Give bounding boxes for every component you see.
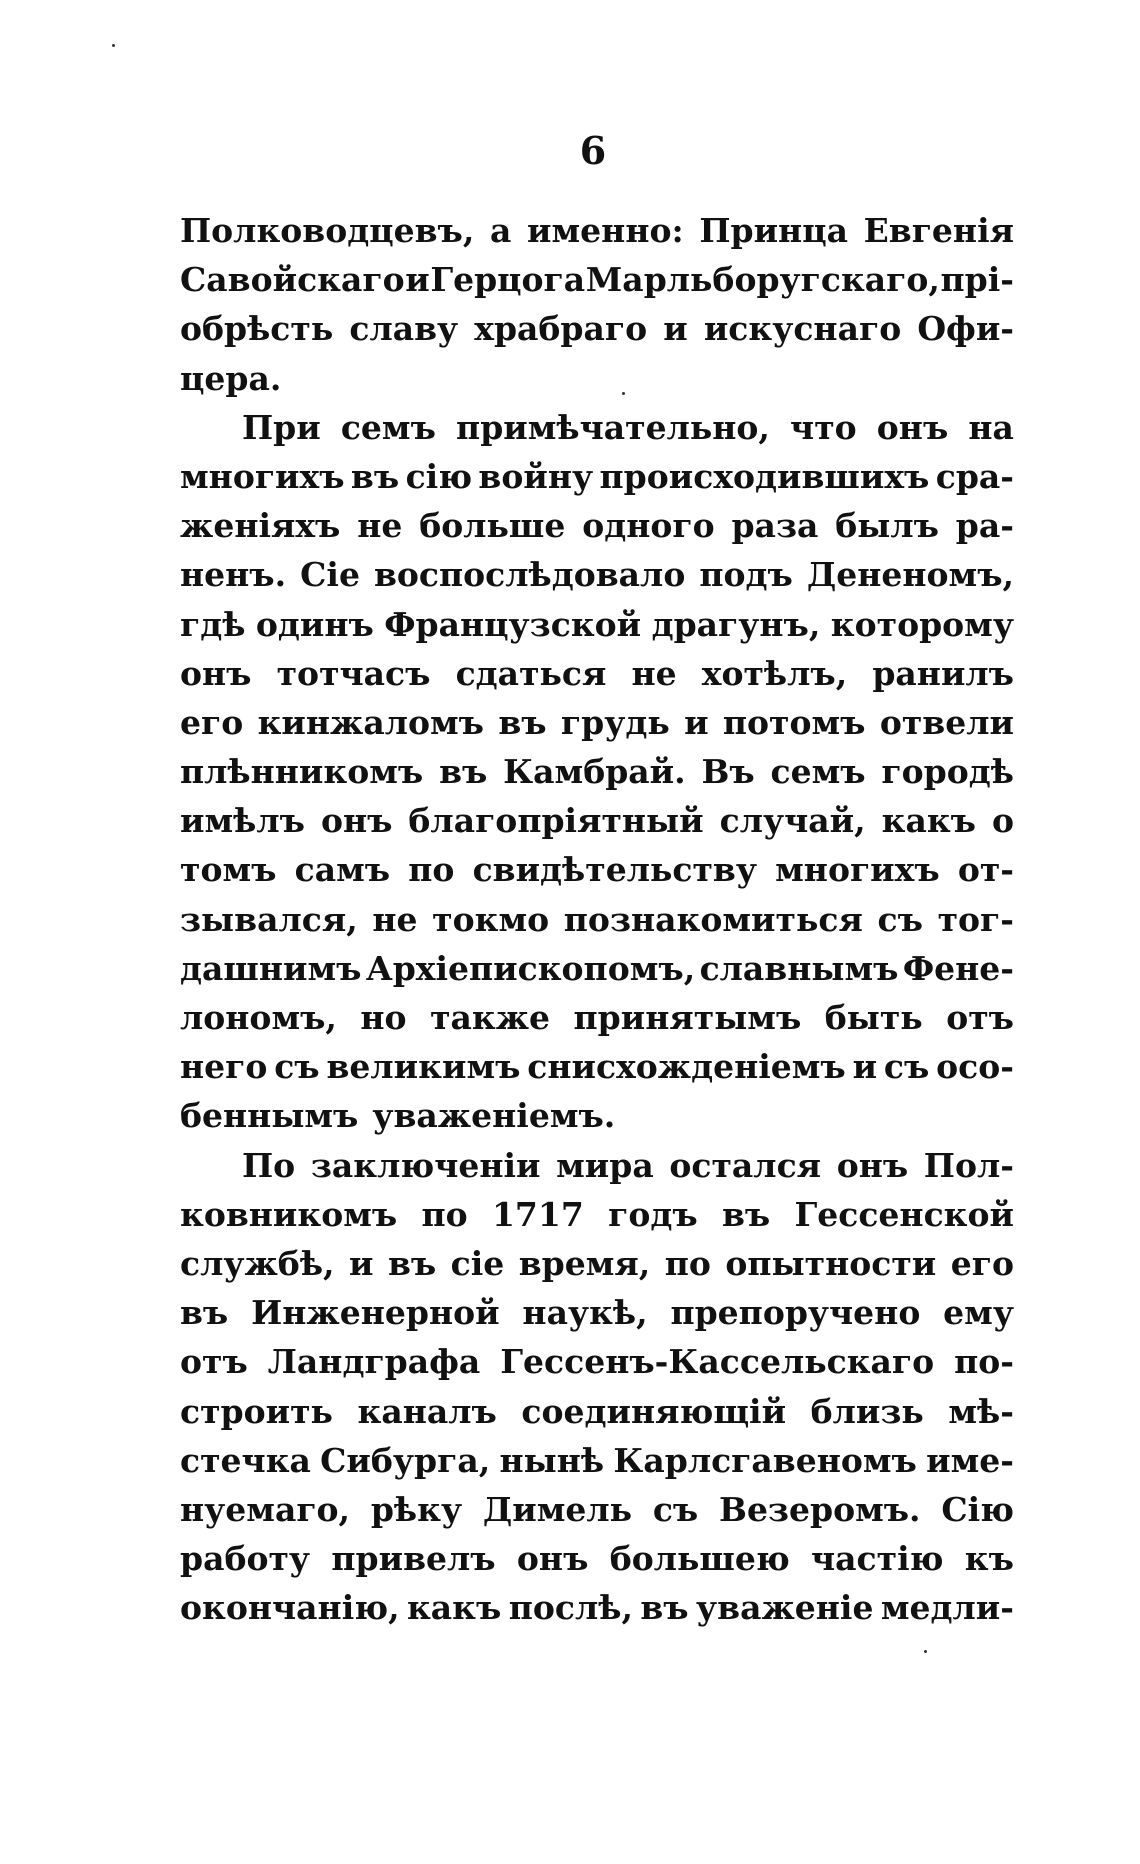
text-line — [180, 1387, 1014, 1436]
text-line — [180, 403, 1014, 452]
word: ранилъ — [872, 653, 1014, 693]
word: Принца — [699, 211, 848, 250]
word: какъ — [881, 801, 976, 841]
word: воспослѣдовало — [373, 555, 686, 595]
word: наукѣ, — [522, 1293, 648, 1333]
word: на — [968, 407, 1014, 447]
word: По — [242, 1145, 296, 1185]
paper-speck — [924, 1650, 927, 1653]
word: семъ — [770, 752, 866, 792]
text-line — [180, 1091, 1014, 1140]
word: одинъ — [255, 604, 374, 644]
word: по — [664, 1243, 711, 1283]
word: ненъ. — [180, 555, 287, 595]
word: Гессенской — [794, 1194, 1014, 1234]
word: Архіепископомъ, — [365, 948, 696, 988]
text-line — [180, 944, 1014, 993]
word: остался — [669, 1145, 822, 1185]
word: великимъ — [326, 1047, 521, 1087]
word: которому — [830, 604, 1014, 644]
text-line — [180, 1190, 1014, 1239]
word: и — [405, 260, 430, 300]
word: При — [242, 407, 321, 447]
word: 1717 — [491, 1194, 584, 1234]
word: снисхожденіемъ — [527, 1047, 846, 1087]
word: потомъ — [722, 702, 866, 742]
word: имѣлъ — [180, 801, 305, 841]
text-line — [180, 600, 1014, 649]
word: одного — [582, 506, 715, 546]
word: и — [663, 309, 688, 349]
word: от- — [957, 850, 1014, 890]
word: какъ — [406, 1588, 502, 1628]
word: Полководцевъ, — [180, 211, 475, 250]
word: Инженерной — [251, 1293, 500, 1333]
word: раза — [731, 506, 819, 546]
word: городѣ — [881, 752, 1014, 792]
word: Сіе — [300, 555, 360, 595]
word: Въ — [701, 752, 755, 792]
text-line — [180, 1534, 1014, 1583]
word: Герцога — [430, 260, 586, 300]
word: въ — [721, 1194, 771, 1234]
word: беннымъ — [180, 1096, 359, 1136]
word: съ — [652, 1489, 699, 1529]
word: большею — [609, 1539, 790, 1579]
word: Евгенія — [863, 211, 1014, 250]
word: войну — [478, 456, 594, 496]
text-line — [180, 304, 1014, 353]
word: принятымъ — [573, 998, 802, 1037]
text-line — [180, 1288, 1014, 1337]
word: частію — [811, 1539, 944, 1579]
word: а — [489, 211, 512, 250]
word: онъ — [516, 1539, 589, 1579]
word: уваженіе — [696, 1588, 874, 1628]
text-line — [180, 747, 1014, 796]
word: по- — [954, 1342, 1014, 1382]
word: осо- — [936, 1047, 1014, 1087]
word: опытности — [725, 1243, 937, 1283]
word: Карлсгавеномъ — [613, 1440, 917, 1480]
word: отъ — [180, 1342, 248, 1382]
word: самъ — [294, 850, 391, 890]
word: въ — [498, 702, 547, 742]
word: лономъ, — [180, 998, 337, 1037]
word: Савойскаго — [180, 260, 405, 300]
word: семъ — [340, 407, 436, 447]
word: строить — [180, 1391, 333, 1431]
word: по — [421, 1194, 468, 1234]
word: сдаться — [455, 653, 607, 693]
word: ра- — [955, 506, 1014, 546]
word: что — [790, 407, 857, 447]
word: име- — [926, 1440, 1014, 1480]
word: именно: — [527, 211, 684, 250]
word: многихъ — [180, 456, 345, 496]
word: препоручено — [670, 1293, 921, 1333]
word: каналъ — [357, 1391, 497, 1431]
word: его — [950, 1243, 1014, 1283]
text-line — [180, 895, 1014, 944]
word: время, — [518, 1243, 651, 1283]
word: дашнимъ — [180, 948, 362, 988]
word: сра- — [935, 456, 1014, 496]
word: соединяющій — [521, 1391, 787, 1431]
word: въ — [439, 752, 488, 792]
word: сіе — [450, 1243, 505, 1283]
word: онъ — [836, 1145, 909, 1185]
text-line — [180, 354, 1014, 403]
word: съ — [883, 1047, 930, 1087]
word: онъ — [320, 801, 393, 841]
word: Гессенъ-Кассельскаго — [500, 1342, 935, 1382]
paper-speck — [112, 44, 115, 47]
word: въ — [350, 456, 400, 496]
page-number: 6 — [579, 128, 607, 173]
word: больше — [419, 506, 566, 546]
text-line — [180, 1583, 1014, 1632]
word: кинжаломъ — [257, 702, 484, 742]
word: онъ — [876, 407, 949, 447]
text-line — [180, 550, 1014, 599]
text-line — [180, 649, 1014, 698]
word: цера. — [180, 358, 282, 398]
word: благопріятный — [408, 801, 704, 841]
word: Офи- — [917, 309, 1014, 349]
word: рѣку — [370, 1489, 463, 1529]
word: него — [180, 1047, 268, 1087]
word: Камбрай. — [503, 752, 686, 792]
word: близь — [810, 1391, 924, 1431]
word: но — [360, 998, 407, 1037]
word: славу — [349, 309, 459, 349]
word: не — [372, 899, 418, 939]
word: онъ — [180, 653, 252, 693]
word: женіяхъ — [180, 506, 341, 546]
text-line — [180, 698, 1014, 747]
word: обрѣсть — [180, 309, 334, 349]
word: съ — [274, 1047, 320, 1087]
word: мѣ- — [948, 1391, 1014, 1431]
word: Везеромъ. — [719, 1489, 921, 1529]
word: драгунъ, — [651, 604, 821, 644]
word: сію — [405, 456, 473, 496]
word: зывался, — [180, 899, 358, 939]
word: происходившихъ — [599, 456, 930, 496]
word: послѣ, — [508, 1588, 633, 1628]
word: быть — [824, 998, 923, 1037]
word: хотѣлъ, — [701, 653, 848, 693]
word: уваженіемъ. — [372, 1096, 616, 1136]
word: также — [430, 998, 551, 1037]
word: о — [991, 801, 1014, 841]
text-line — [180, 1436, 1014, 1485]
word: ему — [943, 1293, 1014, 1333]
word: къ — [964, 1539, 1014, 1579]
word: свидѣтельству — [472, 850, 757, 890]
word: славнымъ — [699, 948, 899, 988]
word: отвели — [879, 702, 1014, 742]
word: отъ — [946, 998, 1014, 1037]
word: привелъ — [331, 1539, 496, 1579]
word: не — [357, 506, 403, 546]
word: храбраго — [474, 309, 648, 349]
word: съ — [877, 899, 923, 939]
word: Сибурга, — [320, 1440, 491, 1480]
word: Дененомъ, — [806, 555, 1014, 595]
text-line — [180, 796, 1014, 845]
word: познакомиться — [563, 899, 863, 939]
text-line — [180, 993, 1014, 1042]
word: работу — [180, 1539, 311, 1579]
word: годъ — [608, 1194, 698, 1234]
text-line — [180, 1239, 1014, 1288]
word: Фене- — [902, 948, 1014, 988]
text-line — [180, 1337, 1014, 1386]
paper-speck — [622, 392, 625, 395]
text-line — [180, 1141, 1014, 1190]
word: грудь — [560, 702, 670, 742]
word: томъ — [180, 850, 277, 890]
word: плѣнникомъ — [180, 752, 424, 792]
text-line — [180, 845, 1014, 894]
word: окончанію, — [180, 1588, 400, 1628]
text-line — [180, 501, 1014, 550]
word: подъ — [699, 555, 793, 595]
word: случай, — [719, 801, 866, 841]
word: тог- — [937, 899, 1014, 939]
word: гдѣ — [180, 604, 246, 644]
word: и — [852, 1047, 878, 1087]
word: Ландграфа — [267, 1342, 481, 1382]
text-line — [180, 1042, 1014, 1091]
word: по — [408, 850, 455, 890]
text-line — [180, 255, 1014, 304]
word: прі- — [940, 260, 1014, 300]
word: заключеніи — [310, 1145, 541, 1185]
word: и — [684, 702, 709, 742]
word: ковникомъ — [180, 1194, 398, 1234]
word: былъ — [835, 506, 939, 546]
word: и — [348, 1243, 374, 1283]
word: Димель — [482, 1489, 633, 1529]
word: Французской — [384, 604, 642, 644]
word: не — [631, 653, 677, 693]
word: стечка — [180, 1440, 311, 1480]
word: Пол- — [923, 1145, 1014, 1185]
word: нынѣ — [499, 1440, 605, 1480]
word: въ — [640, 1588, 689, 1628]
word: искуснаго — [703, 309, 902, 349]
word: токмо — [432, 899, 550, 939]
text-line — [180, 206, 1014, 255]
word: медли- — [880, 1588, 1014, 1628]
word: многихъ — [775, 850, 940, 890]
word: въ — [387, 1243, 437, 1283]
word: примѣчательно, — [456, 407, 770, 447]
word: мира — [556, 1145, 654, 1185]
word: тотчасъ — [276, 653, 431, 693]
word: службѣ, — [180, 1243, 335, 1283]
word: его — [180, 702, 244, 742]
word: нуемаго, — [180, 1489, 351, 1529]
body-text — [180, 206, 1014, 1632]
word: Сію — [941, 1489, 1014, 1529]
word: Марльборугскаго, — [585, 260, 940, 300]
text-line — [180, 1485, 1014, 1534]
word: въ — [180, 1293, 229, 1333]
text-line — [180, 452, 1014, 501]
